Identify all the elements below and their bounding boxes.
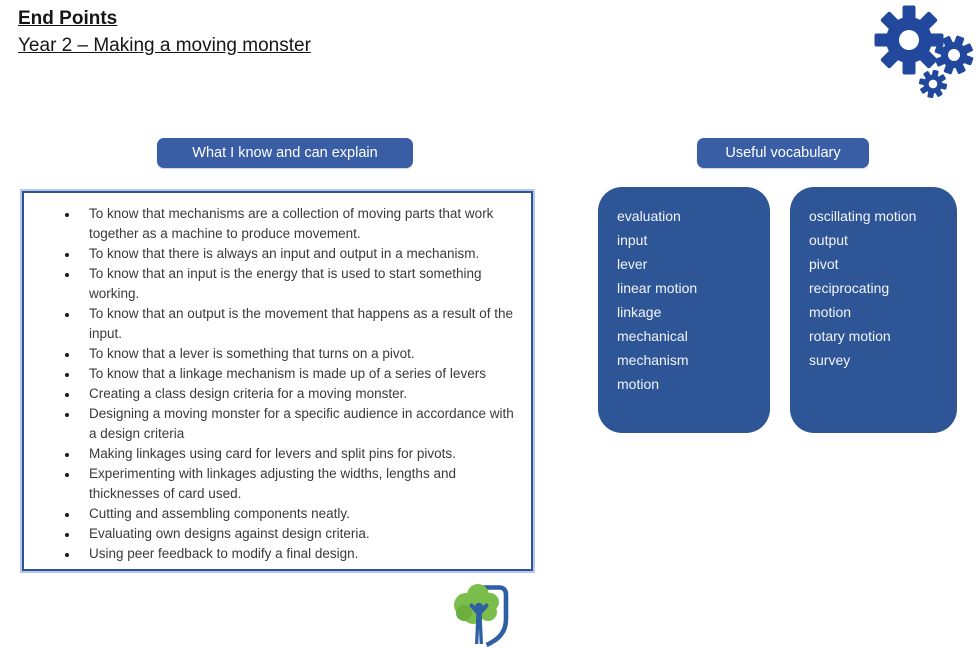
- vocab-word: motion: [617, 376, 660, 392]
- know-bullet: • Designing a moving monster for a specific audience in accordance with a design criteria: [79, 404, 523, 444]
- page-subtitle: Year 2 – Making a moving monster: [18, 35, 311, 56]
- vocab-word-list-1: [598, 187, 770, 396]
- vocab-word: pivot: [809, 256, 839, 272]
- know-section-header: What I know and can explain: [157, 138, 413, 168]
- know-bullet: • Cutting and assembling components neatly.: [79, 504, 523, 524]
- school-logo: [452, 582, 518, 650]
- vocab-word: mechanical: [617, 328, 688, 344]
- know-bullet: • To know that a lever is something that turns on a pivot.: [79, 344, 523, 364]
- vocab-word: output: [809, 232, 848, 248]
- vocab-word-list-2: [790, 187, 957, 372]
- vocab-word: evaluation: [617, 208, 681, 224]
- vocab-word: input: [617, 232, 648, 248]
- vocab-word: linear motion: [617, 280, 698, 296]
- know-bullet: • Evaluating own designs against design criteria.: [79, 524, 523, 544]
- know-bullet: • To know that mechanisms are a collection of moving parts that work together as a machine to produce movement.: [79, 204, 523, 244]
- know-bullet: • To know that there is always an input and output in a mechanism.: [79, 244, 523, 264]
- vocab-box-1: [598, 187, 770, 433]
- know-bullet: • Creating a class design criteria for a moving monster.: [79, 384, 523, 404]
- know-box: [22, 191, 533, 571]
- vocab-word: lever: [617, 256, 648, 272]
- know-bullet: • To know that an input is the energy that is used to start something working.: [79, 264, 523, 304]
- vocab-word: linkage: [617, 304, 662, 320]
- vocab-word: mechanism: [617, 352, 689, 368]
- gears-icon: [868, 2, 980, 102]
- vocab-word: survey: [809, 352, 851, 368]
- vocab-word: oscillating motion: [809, 208, 917, 224]
- vocab-section-header: Useful vocabulary: [697, 138, 869, 168]
- know-bullet: • Experimenting with linkages adjusting the widths, lengths and thicknesses of card used.: [79, 464, 523, 504]
- vocab-box-2: [790, 187, 957, 433]
- know-bullet-list: [24, 204, 531, 564]
- know-bullet: • To know that a linkage mechanism is made up of a series of levers: [79, 364, 523, 384]
- vocab-word: motion: [809, 304, 852, 320]
- page-title: End Points: [18, 8, 118, 29]
- vocab-word: rotary motion: [809, 328, 891, 344]
- know-bullet: • Using peer feedback to modify a final design.: [79, 544, 523, 564]
- vocab-word: reciprocating: [809, 280, 890, 296]
- title-block: [18, 8, 311, 57]
- know-bullet: • To know that an output is the movement that happens as a result of the input.: [79, 304, 523, 344]
- know-bullet: • Making linkages using card for levers and split pins for pivots.: [79, 444, 523, 464]
